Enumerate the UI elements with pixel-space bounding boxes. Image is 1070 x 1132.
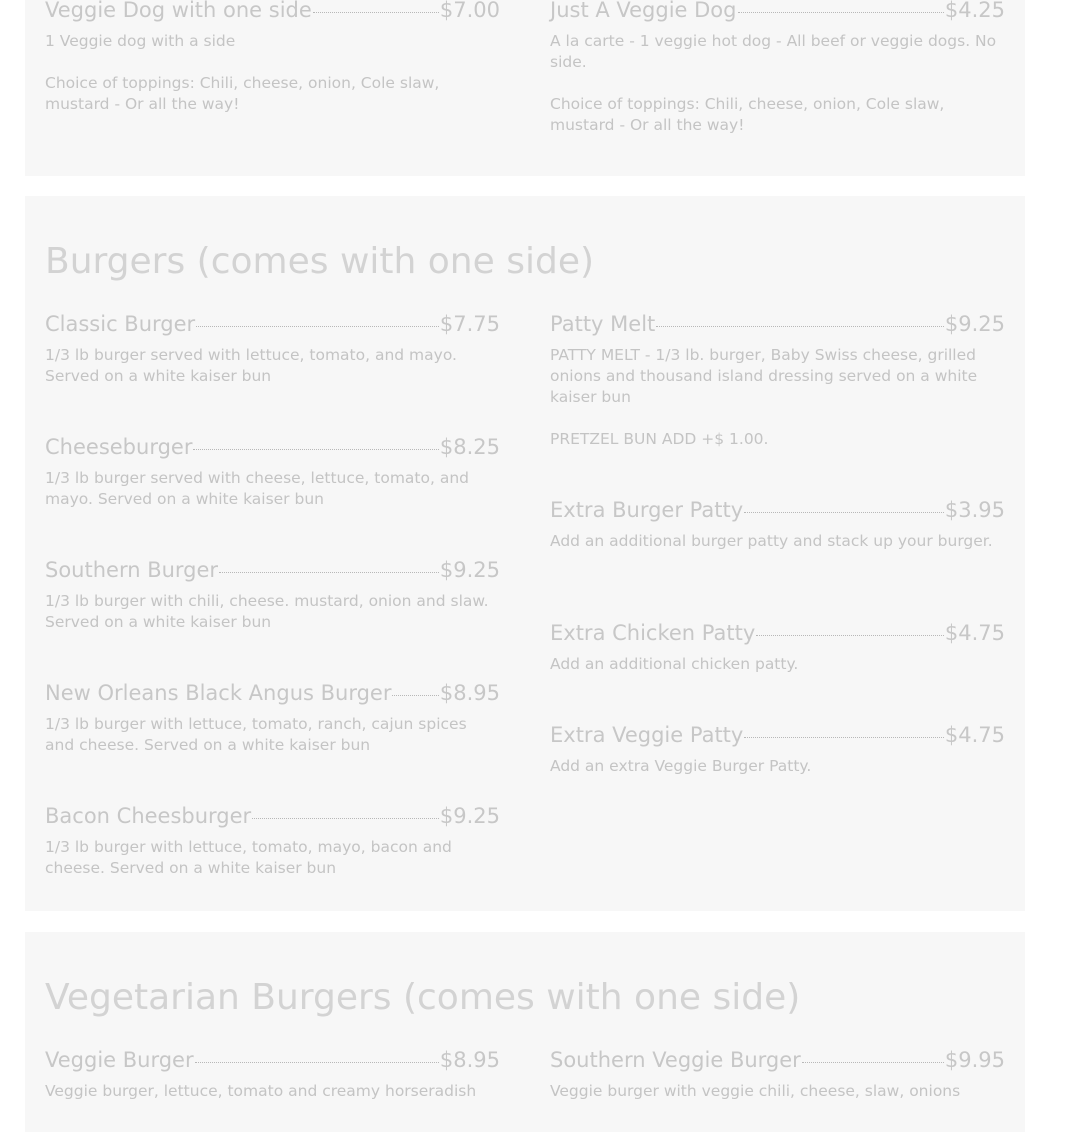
dotted-leader <box>656 326 944 327</box>
menu-item-header <box>550 1047 1005 1073</box>
menu-item-description: A la carte - 1 veggie hot dog - All beef or veggie dogs. No side. <box>550 32 997 71</box>
menu-item-price: $9.25 <box>439 804 500 828</box>
burgers-section <box>25 196 1025 911</box>
menu-item-price: $7.00 <box>439 0 500 22</box>
menu-item-name: Southern Veggie Burger <box>550 1048 801 1072</box>
menu-item-description: 1 Veggie dog with a side <box>45 32 236 50</box>
menu-item-southern-veggie-burger[interactable] <box>550 1047 1005 1102</box>
menu-item-price: $9.25 <box>439 558 500 582</box>
menu-item-veggie-dog[interactable] <box>45 0 500 115</box>
menu-item-description: Choice of toppings: Chili, cheese, onion, Cole slaw, mustard - Or all the way! <box>550 95 945 134</box>
menu-item-header <box>45 434 500 460</box>
menu-item-price: $8.25 <box>439 435 500 459</box>
menu-item-description: 1/3 lb burger served with lettuce, tomato, and mayo. Served on a white kaiser bun <box>45 346 457 385</box>
hotdogs-section <box>25 0 1025 176</box>
menu-item-header <box>550 0 1005 23</box>
menu-item-header <box>45 311 500 337</box>
menu-item-description: 1/3 lb burger with lettuce, tomato, mayo, bacon and cheese. Served on a white kaiser bun <box>45 838 452 877</box>
menu-item-patty-melt[interactable] <box>550 311 1005 450</box>
dotted-leader <box>802 1062 944 1063</box>
menu-item-name: Just A Veggie Dog <box>550 0 737 22</box>
section-title: Vegetarian Burgers (comes with one side) <box>45 977 801 1018</box>
menu-item-description: 1/3 lb burger served with cheese, lettuce, tomato, and mayo. Served on a white kaiser bun <box>45 469 470 508</box>
menu-item-name: Extra Burger Patty <box>550 498 744 522</box>
menu-item-header <box>45 557 500 583</box>
menu-item-header <box>550 311 1005 337</box>
menu-item-extra-burger-patty[interactable] <box>550 497 1005 552</box>
menu-item-veggie-burger[interactable] <box>45 1047 500 1102</box>
menu-item-classic-burger[interactable] <box>45 311 500 387</box>
dotted-leader <box>392 695 438 696</box>
dotted-leader <box>196 326 439 327</box>
menu-item-price: $9.95 <box>944 1048 1005 1072</box>
dotted-leader <box>195 1062 439 1063</box>
menu-item-name: Extra Veggie Patty <box>550 723 744 747</box>
menu-item-price: $9.25 <box>944 312 1005 336</box>
menu-item-description: Add an extra Veggie Burger Patty. <box>550 757 812 775</box>
menu-item-name: Bacon Cheesburger <box>45 804 252 828</box>
dotted-leader <box>219 572 439 573</box>
menu-item-name: Southern Burger <box>45 558 219 582</box>
menu-item-header <box>45 803 500 829</box>
menu-item-header <box>45 1047 500 1073</box>
menu-item-price: $3.95 <box>944 498 1005 522</box>
section-title: Burgers (comes with one side) <box>45 241 595 282</box>
menu-item-bacon-cheesburger[interactable] <box>45 803 500 879</box>
menu-item-name: Classic Burger <box>45 312 196 336</box>
menu-item-description: Veggie burger with veggie chili, cheese, slaw, onions <box>550 1082 961 1100</box>
dotted-leader <box>313 12 439 13</box>
dotted-leader <box>744 737 944 738</box>
menu-item-name: Cheeseburger <box>45 435 193 459</box>
menu-item-description: Add an additional burger patty and stack up your burger. <box>550 532 993 550</box>
menu-item-just-a-veggie-dog[interactable] <box>550 0 1005 136</box>
menu-item-header <box>550 722 1005 748</box>
dotted-leader <box>252 818 439 819</box>
menu-item-header <box>550 497 1005 523</box>
menu-item-description: PATTY MELT - 1/3 lb. burger, Baby Swiss cheese, grilled onions and thousand island dressing served on a white kaiser bun <box>550 346 978 406</box>
menu-item-extra-chicken-patty[interactable] <box>550 620 1005 675</box>
menu-item-name: Veggie Burger <box>45 1048 194 1072</box>
menu-item-name: Patty Melt <box>550 312 656 336</box>
menu-item-price: $4.75 <box>944 621 1005 645</box>
menu-item-cheeseburger[interactable] <box>45 434 500 510</box>
menu-item-description: Veggie burger, lettuce, tomato and creamy horseradish <box>45 1082 477 1100</box>
dotted-leader <box>744 512 944 513</box>
menu-item-description: 1/3 lb burger with lettuce, tomato, ranch, cajun spices and cheese. Served on a white kaiser bun <box>45 715 467 754</box>
menu-item-price: $4.75 <box>944 723 1005 747</box>
dotted-leader <box>738 12 944 13</box>
vegetarian-burgers-section <box>25 932 1025 1132</box>
menu-item-price: $8.95 <box>439 1048 500 1072</box>
menu-item-description: 1/3 lb burger with chili, cheese. mustard, onion and slaw. Served on a white kaiser bun <box>45 592 489 631</box>
menu-item-description: PRETZEL BUN ADD +$ 1.00. <box>550 430 769 448</box>
menu-item-price: $7.75 <box>439 312 500 336</box>
menu-item-description: Choice of toppings: Chili, cheese, onion, Cole slaw, mustard - Or all the way! <box>45 74 440 113</box>
menu-item-new-orleans-black-angus-burger[interactable] <box>45 680 500 756</box>
dotted-leader <box>193 449 438 450</box>
menu-item-price: $4.25 <box>944 0 1005 22</box>
menu-item-header <box>45 0 500 23</box>
menu-item-header <box>45 680 500 706</box>
menu-item-extra-veggie-patty[interactable] <box>550 722 1005 777</box>
menu-item-name: Extra Chicken Patty <box>550 621 756 645</box>
menu-item-description: Add an additional chicken patty. <box>550 655 799 673</box>
menu-item-header <box>550 620 1005 646</box>
menu-item-name: Veggie Dog with one side <box>45 0 312 22</box>
menu-item-southern-burger[interactable] <box>45 557 500 633</box>
dotted-leader <box>756 635 944 636</box>
menu-item-name: New Orleans Black Angus Burger <box>45 681 392 705</box>
menu-item-price: $8.95 <box>439 681 500 705</box>
